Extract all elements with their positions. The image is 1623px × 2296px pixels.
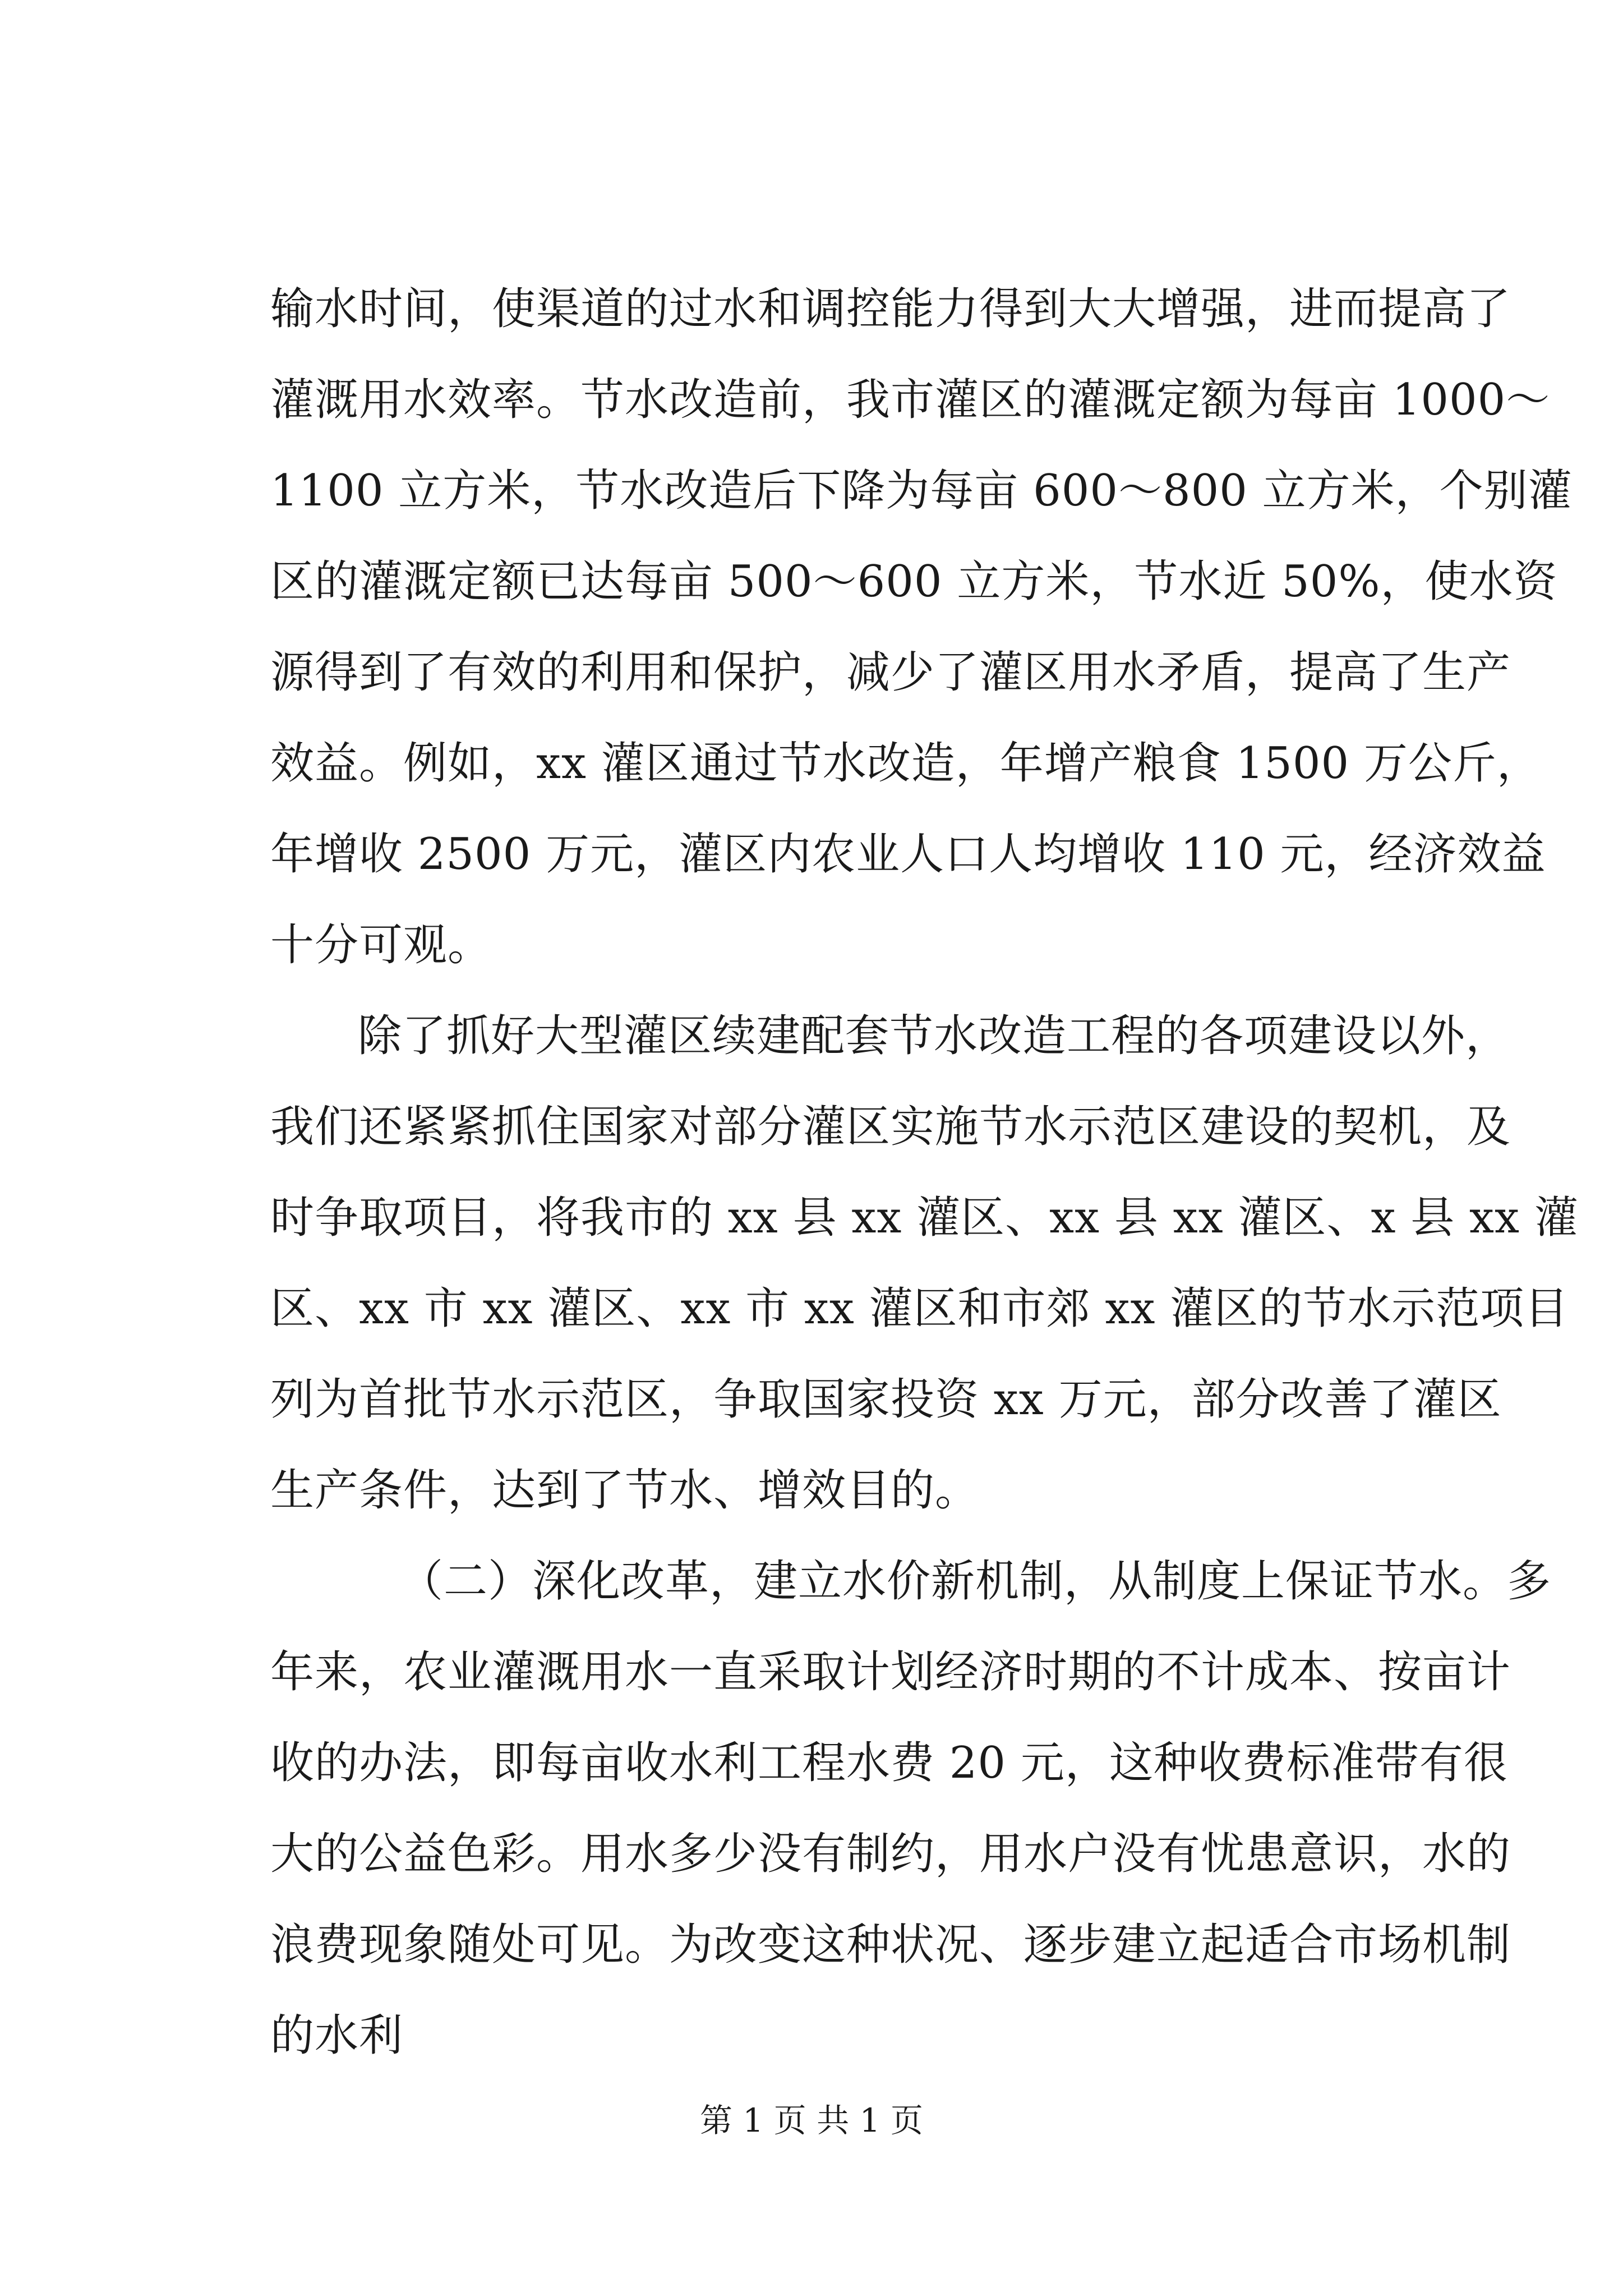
section-heading-line: （二）深化改革，建立水价新机制，从制度上保证节水。多 <box>399 1556 1552 1607</box>
text-line: 的水利 <box>270 2010 404 2061</box>
text-line: 灌溉用水效率。节水改造前，我市灌区的灌溉定额为每亩 1000～ <box>270 375 1551 425</box>
text-line: 浪费现象随处可见。为改变这种状况、逐步建立起适合市场机制 <box>270 1920 1511 1970</box>
text-line: 1100 立方米，节水改造后下降为每亩 600～800 立方米，个别灌 <box>270 466 1573 516</box>
text-line: 效益。例如，xx 灌区通过节水改造，年增产粮食 1500 万公斤， <box>270 738 1541 789</box>
document-body <box>270 264 1579 2081</box>
text-line: 年来，农业灌溉用水一直采取计划经济时期的不计成本、按亩计 <box>270 1647 1511 1697</box>
text-line: 我们还紧紧抓住国家对部分灌区实施节水示范区建设的契机，及 <box>270 1102 1511 1152</box>
page-number-footer: 第 1 页 共 1 页 <box>700 2101 923 2139</box>
text-line: 时争取项目，将我市的 xx 县 xx 灌区、xx 县 xx 灌区、x 县 xx 灌 <box>270 1193 1579 1243</box>
text-line: 源得到了有效的利用和保护，减少了灌区用水矛盾，提高了生产 <box>270 647 1511 698</box>
text-line: 收的办法，即每亩收水利工程水费 20 元，这种收费标准带有很 <box>270 1738 1508 1788</box>
text-line: 区的灌溉定额已达每亩 500～600 立方米，节水近 50%，使水资 <box>270 556 1558 607</box>
paragraph-start-line: 除了抓好大型灌区续建配套节水改造工程的各项建设以外， <box>358 1011 1510 1061</box>
text-line: 生产条件，达到了节水、增效目的。 <box>270 1465 980 1516</box>
text-line: 年增收 2500 万元，灌区内农业人口人均增收 110 元，经济效益 <box>270 829 1546 880</box>
text-line: 区、xx 市 xx 灌区、xx 市 xx 灌区和市郊 xx 灌区的节水示范项目 <box>270 1283 1569 1334</box>
text-line: 列为首批节水示范区，争取国家投资 xx 万元，部分改善了灌区 <box>270 1374 1502 1425</box>
text-line: 输水时间，使渠道的过水和调控能力得到大大增强，进而提高了 <box>270 284 1511 334</box>
text-line: 大的公益色彩。用水多少没有制约，用水户没有忧患意识，水的 <box>270 1829 1511 1879</box>
text-line: 十分可观。 <box>270 920 492 970</box>
